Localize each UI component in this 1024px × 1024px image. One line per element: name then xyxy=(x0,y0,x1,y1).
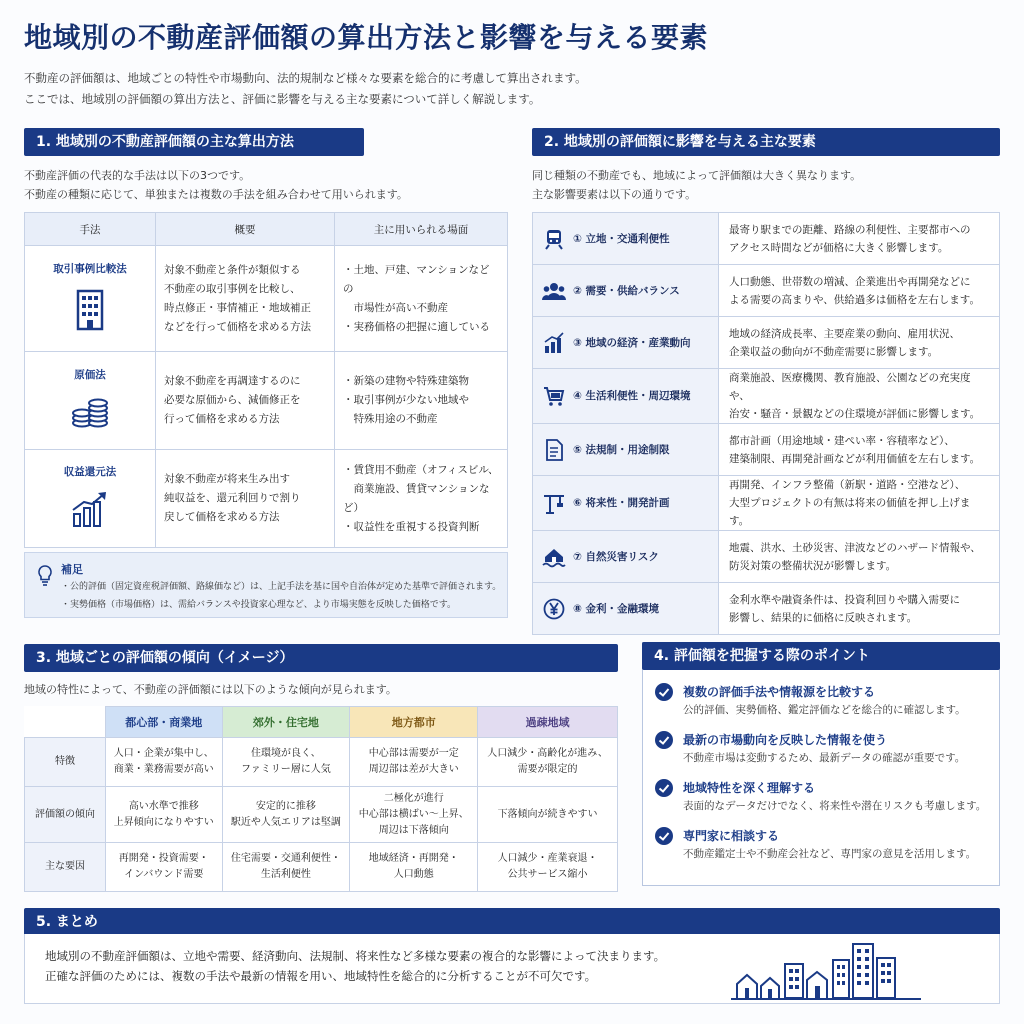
text-line: 住環境が良く、 xyxy=(251,748,321,759)
method-name: 取引事例比較法 xyxy=(53,262,127,275)
text-line: ファミリー層に人気 xyxy=(241,764,331,775)
factor-row xyxy=(533,583,1000,635)
train-icon xyxy=(541,228,567,250)
factor-label: ③ 地域の経済・産業動向 xyxy=(573,336,691,349)
crane-icon xyxy=(541,492,567,514)
text-line: 防災対策の整備状況が影響します。 xyxy=(729,559,897,572)
factor-label: ④ 生活利便性・周辺環境 xyxy=(573,390,691,402)
text-line: 地震、洪水、土砂災害、津波などのハザード情報や、 xyxy=(729,541,981,554)
factor-desc xyxy=(719,213,1000,265)
factors-table xyxy=(532,212,1000,635)
factor-desc xyxy=(719,583,1000,635)
text-line: 対象不動産が将来生み出す xyxy=(164,473,290,485)
point-body: 表面的なデータだけでなく、将来性や潜在リスクも考慮します。 xyxy=(683,800,987,812)
factor-desc xyxy=(719,476,1000,531)
summary-card xyxy=(24,934,1000,1004)
section1-intro xyxy=(24,166,408,204)
use-cell xyxy=(335,450,508,548)
text-line: 正確な評価のためには、複数の手法や最新の情報を用い、地域特性を総合的に分析することが不可欠です。 xyxy=(45,969,597,983)
factor-row xyxy=(533,369,1000,424)
region-header: 郊外・住宅地 xyxy=(222,707,350,738)
point-body: 公的評価、実勢価格、鑑定評価などを総合的に確認します。 xyxy=(683,704,966,716)
section2-heading: 2. 地域別の評価額に影響を与える主な要素 xyxy=(532,128,1000,156)
check-icon xyxy=(655,731,673,749)
intro-line: 不動産の評価額は、地域ごとの特性や市場動向、法的規制など様々な要素を総合的に考慮して算出されます。 xyxy=(24,71,587,85)
text-line: 下落傾向が続きやすい xyxy=(497,808,598,820)
text-line: 特殊用途の不動産 xyxy=(343,413,438,425)
text-line: 中心部は需要が一定 xyxy=(368,748,459,759)
coins-icon xyxy=(70,420,110,432)
bar-chart-icon xyxy=(541,332,567,354)
row-label: 主な要因 xyxy=(25,843,106,892)
factor-desc xyxy=(719,531,1000,583)
factor-label: ⑦ 自然災害リスク xyxy=(573,550,659,563)
supplement-note xyxy=(24,552,508,618)
factor-label-cell xyxy=(533,531,719,583)
summary-text xyxy=(45,946,665,986)
factor-label-cell xyxy=(533,424,719,476)
intro-line: 不動産の種類に応じて、単独または複数の手法を組み合わせて用いられます。 xyxy=(24,188,408,201)
column-header: 概要 xyxy=(156,213,335,246)
lightbulb-icon xyxy=(35,563,55,592)
text-line: ・賃貸用不動産（オフィスビル、 xyxy=(343,463,499,476)
text-line: 金利水準や融資条件は、投資利回りや購入需要に xyxy=(729,593,960,606)
column-header: 主に用いられる場面 xyxy=(335,213,508,246)
row-label: 特徴 xyxy=(25,738,106,787)
text-line: 高い水準で推移 xyxy=(128,800,199,812)
text-line: ・土地、戸建、マンションなどの xyxy=(343,263,490,295)
text-line: 市場性が高い不動産 xyxy=(343,301,448,314)
factor-row xyxy=(533,265,1000,317)
factor-row xyxy=(533,213,1000,265)
text-line: 地域経済・再開発・ xyxy=(368,853,459,864)
text-line: 建築制限、再開発計画などが利用価値を左右します。 xyxy=(729,452,981,465)
text-line: 影響し、結果的に価格に反映されます。 xyxy=(729,611,918,624)
text-line: アクセス時間などが価格に大きく影響します。 xyxy=(729,241,949,254)
row-label: 評価額の傾向 xyxy=(25,787,106,843)
text-line: 商業施設、医療機関、教育施設、公園などの充実度や、 xyxy=(729,372,971,402)
document-icon xyxy=(541,439,567,461)
factor-label: ⑧ 金利・金融環境 xyxy=(573,602,660,615)
trend-cell xyxy=(478,843,618,892)
text-line: 周辺は下落傾向 xyxy=(378,824,449,836)
points-card xyxy=(642,642,1000,886)
text-line: 純収益を、還元利回りで割り xyxy=(164,492,301,504)
text-line: 大型プロジェクトの有無は将来の価値を押し上げます。 xyxy=(729,497,971,527)
text-line: 対象不動産と条件が類似する xyxy=(164,263,301,276)
factor-label-cell xyxy=(533,369,719,424)
check-icon xyxy=(655,827,673,845)
table-row xyxy=(25,738,618,787)
text-line: 需要が限定的 xyxy=(517,764,578,775)
point-title: 専門家に相談する xyxy=(683,829,780,843)
method-name: 収益還元法 xyxy=(63,465,117,478)
trend-cell xyxy=(106,738,223,787)
summary-cell xyxy=(156,450,335,548)
section2-intro xyxy=(532,166,861,204)
text-line: 治安・騒音・景観などの住環境が評価に影響します。 xyxy=(729,408,981,420)
factor-label-cell xyxy=(533,476,719,531)
point-title: 地域特性を深く理解する xyxy=(683,781,816,795)
text-line: 時点修正・事情補正・地域補正 xyxy=(164,301,311,314)
building-icon xyxy=(73,322,107,334)
table-row xyxy=(25,450,508,548)
cart-icon xyxy=(541,385,567,407)
cityscape-icon xyxy=(731,938,931,1004)
section1-heading: 1. 地域別の不動産評価額の主な算出方法 xyxy=(24,128,364,156)
text-line: 安定的に推移 xyxy=(255,800,316,812)
factor-row xyxy=(533,531,1000,583)
text-line: 商業施設、賃貸マンションなど） xyxy=(343,482,490,514)
page-intro xyxy=(24,68,587,110)
trend-cell xyxy=(350,787,478,843)
point-title: 最新の市場動向を反映した情報を使う xyxy=(683,733,888,747)
yen-icon xyxy=(541,598,567,620)
section3-intro: 地域の特性によって、不動産の評価額には以下のような傾向が見られます。 xyxy=(24,683,397,696)
factor-label-cell xyxy=(533,583,719,635)
text-line: 必要な原価から、減価修正を xyxy=(164,394,301,406)
text-line: ・新築の建物や特殊建築物 xyxy=(343,375,469,387)
region-header: 都心部・商業地 xyxy=(106,707,223,738)
point-body: 不動産鑑定士や不動産会社など、専門家の意見を活用します。 xyxy=(683,848,977,860)
trend-cell xyxy=(222,843,350,892)
text-line: 人口減少・高齢化が進み、 xyxy=(487,748,608,759)
trend-cell xyxy=(478,738,618,787)
factor-desc xyxy=(719,424,1000,476)
intro-line: ここでは、地域別の評価額の算出方法と、評価に影響を与える主な要素について詳しく解説します。 xyxy=(24,92,541,106)
factor-desc xyxy=(719,265,1000,317)
trend-cell xyxy=(478,787,618,843)
text-line: ・取引事例が少ない地域や xyxy=(343,394,469,406)
intro-line: 不動産評価の代表的な手法は以下の3つです。 xyxy=(24,169,251,182)
use-cell xyxy=(335,352,508,450)
text-line: などを行って価格を求める方法 xyxy=(164,320,311,333)
text-line: ・収益性を重視する投資判断 xyxy=(343,520,480,533)
note-line: ・実勢価格（市場価格）は、需給バランスや投資家心理など、より市場実態を反映した価格です。 xyxy=(61,600,457,610)
region-header: 地方都市 xyxy=(350,707,478,738)
trend-cell xyxy=(350,738,478,787)
text-line: 不動産の取引事例を比較し、 xyxy=(164,282,301,295)
column-header: 手法 xyxy=(25,213,156,246)
people-icon xyxy=(541,280,567,302)
factor-label-cell xyxy=(533,265,719,317)
method-cell xyxy=(25,352,156,450)
text-line: 住宅需要・交通利便性・ xyxy=(230,853,341,864)
text-line: 二極化が進行 xyxy=(383,792,444,804)
text-line: 上昇傾向になりやすい xyxy=(113,816,214,828)
method-cell xyxy=(25,450,156,548)
use-cell xyxy=(335,246,508,352)
text-line: 最寄り駅までの距離、路線の利便性、主要都市への xyxy=(729,223,971,236)
factor-label-cell xyxy=(533,213,719,265)
text-line: 対象不動産を再調達するのに xyxy=(164,375,301,387)
text-line: 商業・業務需要が高い xyxy=(113,764,214,775)
text-line: ・実務価格の把握に適している xyxy=(343,320,490,333)
point-title: 複数の評価手法や情報源を比較する xyxy=(683,685,876,699)
text-line: よる需要の高まりや、供給過多は価格を左右します。 xyxy=(729,293,980,306)
trend-cell xyxy=(222,738,350,787)
factor-desc xyxy=(719,369,1000,424)
text-line: インバウンド需要 xyxy=(124,869,204,880)
factor-label-cell xyxy=(533,317,719,369)
text-line: 地域の経済成長率、主要産業の動向、雇用状況、 xyxy=(729,327,960,340)
factor-label: ② 需要・供給バランス xyxy=(573,284,680,297)
text-line: 人口動態 xyxy=(393,869,434,880)
text-line: 都市計画（用途地域・建ぺい率・容積率など）、 xyxy=(729,434,955,447)
trend-cell xyxy=(222,787,350,843)
text-line: 生活利便性 xyxy=(260,869,311,880)
corner-cell xyxy=(25,707,106,738)
methods-table xyxy=(24,212,508,548)
intro-line: 主な影響要素は以下の通りです。 xyxy=(532,188,697,201)
note-title: 補足 xyxy=(61,563,83,576)
text-line: 再開発・投資需要・ xyxy=(118,853,209,864)
method-name: 原価法 xyxy=(74,368,106,381)
text-line: 人口減少・産業衰退・ xyxy=(497,853,598,864)
section4-heading: 4. 評価額を把握する際のポイント xyxy=(642,642,1000,670)
text-line: 周辺部は差が大きい xyxy=(368,764,459,775)
factor-label: ① 立地・交通利便性 xyxy=(573,232,670,245)
region-trend-table xyxy=(24,706,618,892)
text-line: 駅近や人気エリアは堅調 xyxy=(230,816,341,828)
flood-house-icon xyxy=(541,546,567,568)
factor-label: ⑤ 法規制・用途制限 xyxy=(573,443,670,456)
summary-cell xyxy=(156,352,335,450)
factor-row xyxy=(533,317,1000,369)
text-line: 戻して価格を求める方法 xyxy=(164,511,280,523)
growth-chart-icon xyxy=(70,519,110,531)
factor-row xyxy=(533,476,1000,531)
factor-label: ⑥ 将来性・開発計画 xyxy=(573,497,670,509)
table-row xyxy=(25,787,618,843)
text-line: 公共サービス縮小 xyxy=(507,869,588,880)
factor-desc xyxy=(719,317,1000,369)
summary-cell xyxy=(156,246,335,352)
text-line: 地域別の不動産評価額は、立地や需要、経済動向、法規制、将来性など多様な要素の複合的な影響によって決まります。 xyxy=(45,949,666,963)
text-line: 人口・企業が集中し、 xyxy=(113,748,214,759)
check-icon xyxy=(655,779,673,797)
section5-heading: 5. まとめ xyxy=(24,908,1000,936)
trend-cell xyxy=(106,843,223,892)
method-cell xyxy=(25,246,156,352)
trend-cell xyxy=(350,843,478,892)
factor-row xyxy=(533,424,1000,476)
table-row xyxy=(25,246,508,352)
note-line: ・公的評価（固定資産税評価額、路線価など）は、上記手法を基に国や自治体が定めた基準で評価されます。 xyxy=(61,582,502,592)
page-title: 地域別の不動産評価額の算出方法と影響を与える要素 xyxy=(24,21,709,54)
intro-line: 同じ種類の不動産でも、地域によって評価額は大きく異なります。 xyxy=(532,169,862,182)
section3-heading: 3. 地域ごとの評価額の傾向（イメージ） xyxy=(24,644,618,672)
text-line: 再開発、インフラ整備（新駅・道路・空港など）、 xyxy=(729,479,966,491)
check-icon xyxy=(655,683,673,701)
table-row xyxy=(25,843,618,892)
table-row xyxy=(25,352,508,450)
text-line: 行って価格を求める方法 xyxy=(164,413,280,425)
region-header: 過疎地域 xyxy=(478,707,618,738)
text-line: 企業収益の動向が不動産需要に影響します。 xyxy=(729,345,939,358)
trend-cell xyxy=(106,787,223,843)
point-body: 不動産市場は変動するため、最新データの確認が重要です。 xyxy=(683,752,966,764)
text-line: 中心部は横ばい～上昇、 xyxy=(358,808,469,820)
text-line: 人口動態、世帯数の増減、企業進出や再開発などに xyxy=(729,275,971,288)
